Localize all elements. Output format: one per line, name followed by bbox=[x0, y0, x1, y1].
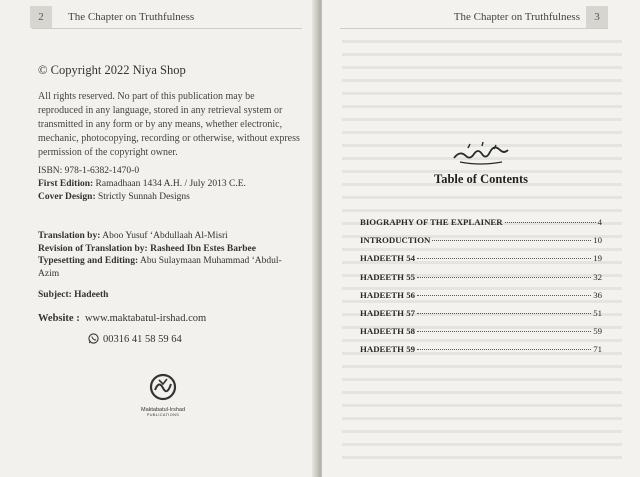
right-page-number: 3 bbox=[586, 6, 608, 28]
typesetting-credit: Typesetting and Editing: Abu Sulaymaan Muhammad ‘Abdul-Azim bbox=[38, 256, 282, 279]
translation-credit: Translation by: Aboo Yusuf ‘Abdullaah Al-Misri bbox=[38, 231, 228, 241]
right-page-header bbox=[340, 6, 608, 29]
whatsapp-icon bbox=[88, 333, 99, 344]
toc-entry[interactable]: HADEETH 58 59 bbox=[360, 326, 602, 337]
right-page bbox=[322, 0, 640, 477]
revision-credit: Revision of Translation by: Rasheed Ibn Estes Barbee bbox=[38, 243, 256, 254]
left-page-header bbox=[32, 6, 302, 29]
toc-entry[interactable]: INTRODUCTION 10 bbox=[360, 235, 602, 246]
toc-entry[interactable]: HADEETH 59 71 bbox=[360, 344, 602, 355]
first-edition: First Edition: Ramadhaan 1434 A.H. / July 2013 C.E. bbox=[38, 179, 246, 189]
isbn: ISBN: 978-1-6382-1470-0 bbox=[38, 166, 140, 176]
credits bbox=[38, 230, 288, 280]
toc-entry[interactable]: HADEETH 57 51 bbox=[360, 307, 602, 318]
toc-entry[interactable]: HADEETH 54 19 bbox=[360, 253, 602, 264]
rights-text: All rights reserved. No part of this publication may be reproduced in any language, stored in any retrieval system or transmitted in any form or by any means, whether electronic, mechanic, photocopying, recording or otherwise, without express permission of the copyright owner. bbox=[38, 91, 300, 158]
copyright-line: © Copyright 2022 Niya Shop bbox=[38, 63, 186, 77]
toc-entry[interactable]: BIOGRAPHY OF THE EXPLAINER 4 bbox=[360, 217, 602, 227]
publisher-name: Maktabatul-Irshad bbox=[140, 407, 186, 413]
toc-title: Table of Contents bbox=[434, 172, 528, 186]
left-page-number: 2 bbox=[30, 6, 52, 28]
publisher-logo bbox=[138, 372, 188, 417]
toc-entry[interactable]: HADEETH 55 32 bbox=[360, 271, 602, 282]
phone-line: 00316 41 58 59 64 bbox=[88, 333, 182, 345]
left-page bbox=[0, 0, 318, 477]
left-running-head: The Chapter on Truthfulness bbox=[68, 11, 195, 23]
publisher-sub: PUBLICATIONS bbox=[146, 413, 180, 417]
website-line: Website : www.maktabatul-irshad.com bbox=[38, 313, 207, 324]
website-link: www.maktabatul-irshad.com bbox=[84, 313, 207, 324]
cover-design: Cover Design: Strictly Sunnah Designs bbox=[38, 192, 190, 202]
toc-entry[interactable]: HADEETH 56 36 bbox=[360, 289, 602, 300]
table-of-contents bbox=[360, 217, 602, 363]
subject-line: Subject: Hadeeth bbox=[38, 290, 109, 300]
calligraphy-ornament-icon bbox=[446, 140, 516, 166]
right-running-head: The Chapter on Truthfulness bbox=[453, 11, 580, 23]
publisher-emblem-icon bbox=[145, 372, 181, 402]
edition-info bbox=[38, 165, 246, 204]
